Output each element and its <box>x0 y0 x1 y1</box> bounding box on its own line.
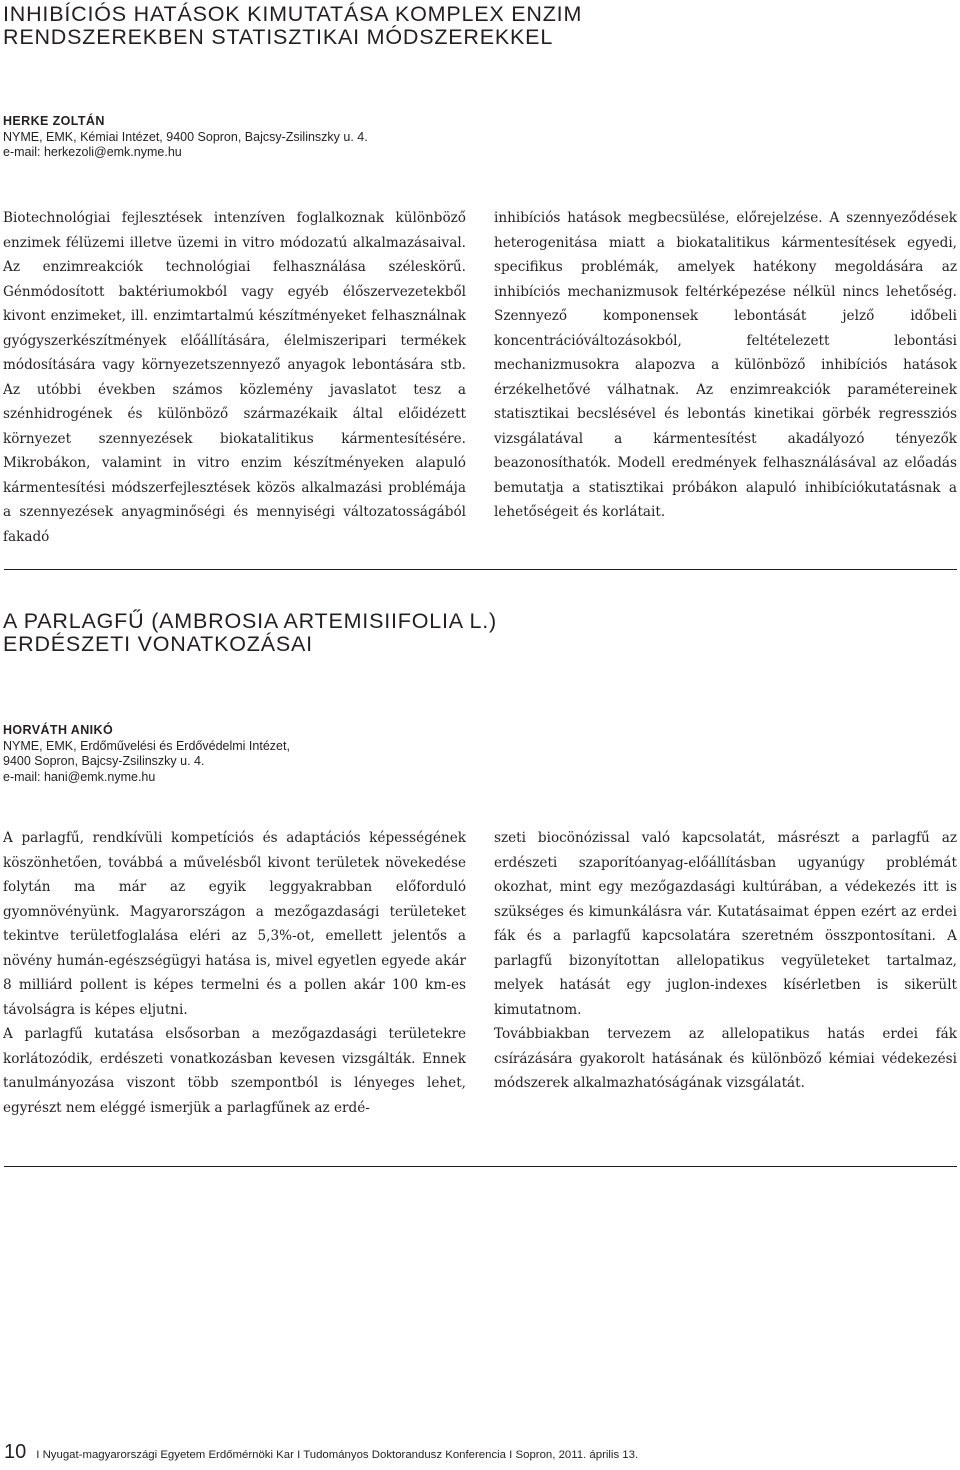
abstract-paragraph: Biotechnológiai fejlesztések intenzíven foglalkoznak különböző enzimek félüzemi illetve üzemi in vitro módozatú alkalmazásaival. Az enzimreakciók technológiai felhasználása széleskörű. Génmódosított baktériumokból vagy egyéb élőszervezetekből kivont enzimeket, ill. enzimtartalmú készítményeket felhasználnak gyógyszerkészítmények előállítására, élelmiszeripari termékek módosítására vagy környezetszennyező anyagok lebontására stb. Az utóbbi években számos közlemény javaslatot tesz a szénhidrogének és különböző származékaik által előidézett környezet szennyezések biokatalitikus kármentesítésére. Mikrobákon, valamint in vitro enzim készítményeken alapuló kármentesítési módszerfejlesztések közös alkalmazási problémája a szennyezések anyagminőségi és mennyiségi változatosságából fakadó <box>3 210 466 545</box>
page-footer <box>4 1441 638 1464</box>
article-title-line-2: RENDSZEREKBEN STATISZTIKAI MÓDSZEREKKEL <box>3 25 554 49</box>
article-title-line-2: ERDÉSZETI VONATKOZÁSAI <box>3 632 313 656</box>
author-address: 9400 Sopron, Bajcsy-Zsilinszky u. 4. <box>3 754 205 768</box>
author-name: HERKE ZOLTÁN <box>3 114 105 128</box>
author-block <box>3 114 368 161</box>
footer-text: I Nyugat-magyarországi Egyetem Erdőmérnöki Kar I Tudományos Doktorandusz Konferencia I Sopron, 2011. április 13. <box>36 1449 639 1461</box>
abstract-paragraph: Továbbiakban tervezem az allelopatikus hatás erdei fák csírázására gyakorolt hatásának és különböző kémiai védekezési módszerek alkalmazhatóságának vizsgálatát. <box>494 1026 957 1091</box>
author-email: e-mail: hani@emk.nyme.hu <box>3 769 156 784</box>
article-title-line-1: INHIBÍCIÓS HATÁSOK KIMUTATÁSA KOMPLEX ENZIM <box>3 2 583 26</box>
author-affiliation: NYME, EMK, Erdőművelési és Erdővédelmi Intézet, <box>3 738 290 753</box>
abstract-column-left <box>3 826 466 1120</box>
abstract-column-right <box>494 206 957 525</box>
abstract-paragraph: szeti biocönózissal való kapcsolatát, másrészt a parlagfű az erdészeti szaporítóanyag-előállításban ugyanúgy problémát okozhat, mint egy mezőgazdasági kultúrában, a védekezés itt is szükséges és kimunkálásra vár. Kutatásaimat éppen ezért az erdei fák és a parlagfű kapcsolatára szeretném összpontosítani. A parlagfű bizonyítottan allelopatikus vegyületeket tartalmaz, melyek hatását egy juglon-indexes kísérletben is sikerült kimutatnom. <box>494 830 957 1018</box>
abstract-paragraph: inhibíciós hatások megbecsülése, előrejelzése. A szennyeződések heterogenitása miatt a biokatalitikus kármentesítések egyedi, specifikus problémák, amelyek hatékony megoldására az inhibíciós mechanizmusok feltérképezése nélkül nincs lehetőség. Szennyező komponensek lebontását jelző időbeli koncentrációváltozásokból, feltételezett lebontási mechanizmusokra alapozva a különböző inhibíciós hatások érzékelhetővé válhatnak. Az enzimreakciók paramétereinek statisztikai becslésével és lebontás kinetikai görbék regressziós vizsgálatával a kármentesítést akadályozó tényezők beazonosíthatók. Modell eredmények felhasználásával az előadás bemutatja a statisztikai próbákon alapuló inhibíciókutatásnak a lehetőségeit és korlátait. <box>494 210 957 520</box>
author-email: e-mail: herkezoli@emk.nyme.hu <box>3 145 182 159</box>
abstract-column-right <box>494 826 957 1096</box>
page-number: 10 <box>4 1441 27 1463</box>
abstract-paragraph: A parlagfű, rendkívüli kompetíciós és adaptációs képességének köszönhetően, továbbá a művelésből kivont területek növekedése folytán ma már az egyik leggyakrabban előforduló gyomnövényünk. Magyarországon a mezőgazdasági területeket tekintve területfoglalása eléri az 5,3%-ot, emellett jelentős a növény humán-egészségügyi hatása is, mivel egyetlen egyede akár 8 milliárd pollent is képes termelni és a pollen akár 100 km-es távolságra is képes eljutni. <box>3 830 466 1018</box>
abstract-column-left <box>3 206 466 549</box>
abstract-paragraph: A parlagfű kutatása elsősorban a mezőgazdasági területekre korlátozódik, erdészeti vonatkozásban kevesen vizsgálták. Ennek tanulmányozása viszont több szempontból is lényeges lehet, egyrészt nem eléggé ismerjük a parlagfűnek az erdé- <box>3 1026 466 1116</box>
section-divider <box>4 1166 957 1167</box>
article-title <box>3 3 582 49</box>
section-divider <box>4 569 957 570</box>
author-name: HORVÁTH ANIKÓ <box>3 723 114 737</box>
author-affiliation: NYME, EMK, Kémiai Intézet, 9400 Sopron, Bajcsy-Zsilinszky u. 4. <box>3 129 368 144</box>
article-title-line-1: A PARLAGFŰ (AMBROSIA ARTEMISIIFOLIA L.) <box>3 609 497 633</box>
author-block <box>3 723 290 785</box>
article-title <box>3 610 497 656</box>
